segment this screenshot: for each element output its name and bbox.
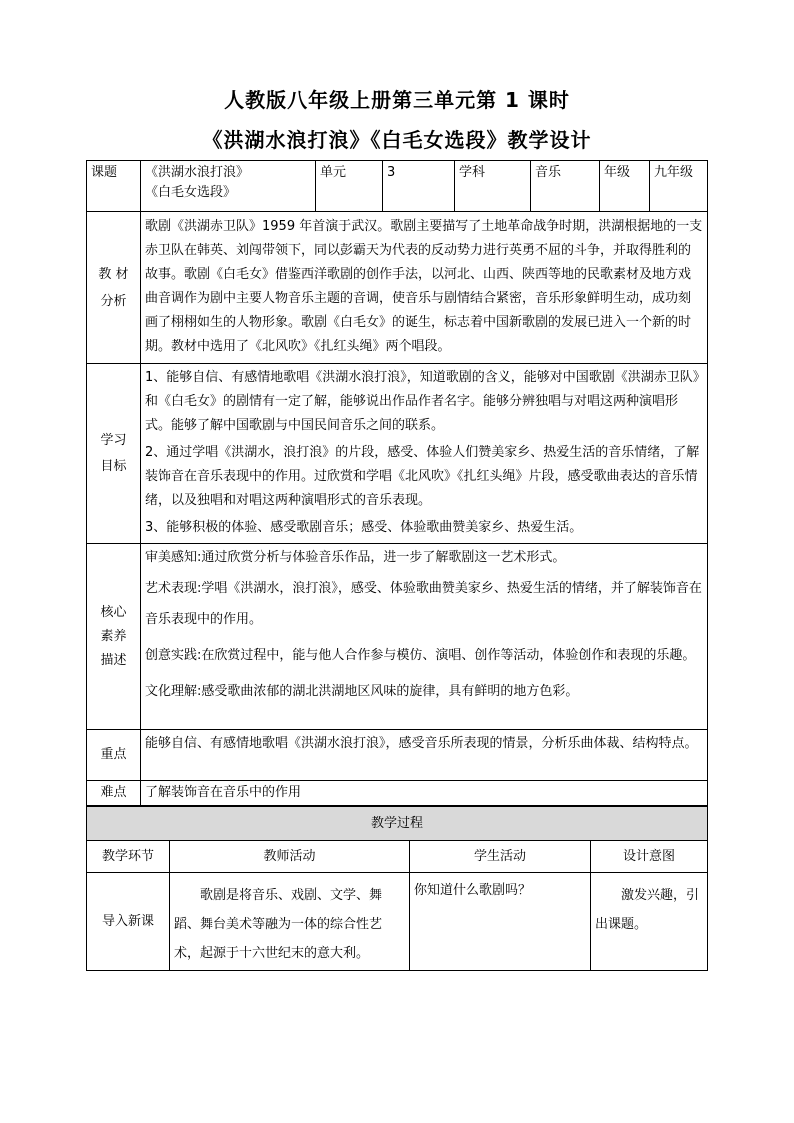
page-subtitle: 《洪湖水浪打浪》《白毛女选段》教学设计 [202, 128, 592, 152]
unit-label: 单元 [316, 161, 383, 212]
key-point-row [87, 730, 708, 781]
topic-value-line1: 《洪湖水浪打浪》 [145, 165, 250, 180]
process-header-row [87, 841, 708, 873]
grade-value: 九年级 [650, 161, 708, 212]
core-row [87, 544, 708, 730]
teacher-activity-cell: 歌剧是将音乐、戏剧、文学、舞蹈、舞台美术等融为一体的综合性艺术，起源于十六世纪末的意大利。 [170, 873, 410, 971]
student-activity-cell: 你知道什么歌剧吗？ [410, 873, 591, 971]
col-header-student: 学生活动 [410, 841, 591, 873]
page-title: 人教版八年级上册第三单元第 1 课时 [224, 88, 570, 112]
difficulty-text: 了解装饰音在音乐中的作用 [141, 781, 708, 806]
key-point-text: 能够自信、有感情地歌唱《洪湖水浪打浪》，感受音乐所表现的情景，分析乐曲体裁、结构特点。 [141, 730, 708, 781]
grade-label: 年级 [600, 161, 650, 212]
subject-value: 音乐 [531, 161, 600, 212]
process-title-row [87, 807, 708, 841]
core-label: 核心 素养 描述 [87, 544, 141, 730]
goal-item-3: 3、能够积极的体验、感受歌剧音乐；感受、体验歌曲赞美家乡、热爱生活。 [145, 520, 583, 535]
col-header-intent: 设计意图 [591, 841, 708, 873]
analysis-text: 歌剧《洪湖赤卫队》1959 年首演于武汉。歌剧主要描写了土地革命战争时期，洪湖根据地的一支赤卫队在韩英、刘闯带领下，同以彭霸天为代表的反动势力进行英勇不屈的斗争，并取得胜利的故事。歌剧《白毛女》借鉴西洋歌剧的创作手法，以河北、山西、陕西等地的民歌素材及地方戏曲音调作为剧中主要人物音乐主题的音调，使音乐与剧情结合紧密，音乐形象鲜明生动，成功刻画了栩栩如生的人物形象。歌剧《白毛女》的诞生，标志着中国新歌剧的发展已进入一个新的时期。教材中选用了《北风吹》《扎红头绳》两个唱段。 [141, 212, 708, 364]
analysis-row [87, 212, 708, 364]
goals-row [87, 364, 708, 544]
lesson-info-table [86, 160, 708, 806]
table-row [87, 873, 708, 971]
core-content [141, 544, 708, 730]
unit-value: 3 [383, 161, 455, 212]
topic-value [141, 161, 316, 212]
core-item-3: 创意实践:在欣赏过程中，能与他人合作参与模仿、演唱、创作等活动，体验创作和表现的乐趣。 [145, 648, 696, 663]
stage-cell: 导入新课 [87, 873, 170, 971]
goals-content [141, 364, 708, 544]
difficulty-label: 难点 [87, 781, 141, 806]
goals-label: 学习 目标 [87, 364, 141, 544]
teaching-process-table [86, 806, 708, 971]
core-item-4: 文化理解:感受歌曲浓郁的湖北洪湖地区风味的旋律，具有鲜明的地方色彩。 [145, 684, 579, 699]
analysis-label: 教 材 分析 [87, 212, 141, 364]
design-intent-cell: 激发兴趣，引出课题。 [591, 873, 708, 971]
col-header-stage: 教学环节 [87, 841, 170, 873]
goal-item-2: 2、通过学唱《洪湖水，浪打浪》的片段，感受、体验人们赞美家乡、热爱生活的音乐情绪，了解装饰音在音乐表现中的作用。过欣赏和学唱《北风吹》《扎红头绳》片段，感受歌曲表达的音乐情绪，以及独唱和对唱这两种演唱形式的音乐表现。 [145, 445, 700, 508]
core-item-2: 艺术表现:学唱《洪湖水，浪打浪》，感受、体验歌曲赞美家乡、热爱生活的情绪，并了解装饰音在音乐表现中的作用。 [145, 581, 702, 627]
core-item-1: 审美感知:通过欣赏分析与体验音乐作品，进一步了解歌剧这一艺术形式。 [145, 550, 566, 565]
topic-row [87, 161, 708, 212]
topic-value-line2: 《白毛女选段》 [145, 185, 237, 200]
process-title: 教学过程 [87, 807, 708, 841]
key-point-label: 重点 [87, 730, 141, 781]
col-header-teacher: 教师活动 [170, 841, 410, 873]
subject-label: 学科 [455, 161, 531, 212]
topic-label: 课题 [87, 161, 141, 212]
difficulty-row [87, 781, 708, 806]
goal-item-1: 1、能够自信、有感情地歌唱《洪湖水浪打浪》，知道歌剧的含义，能够对中国歌剧《洪湖赤卫队》和《白毛女》的剧情有一定了解，能够说出作品作者名字。能够分辨独唱与对唱这两种演唱形式。能够了解中国歌剧与中国民间音乐之间的联系。 [145, 370, 700, 433]
